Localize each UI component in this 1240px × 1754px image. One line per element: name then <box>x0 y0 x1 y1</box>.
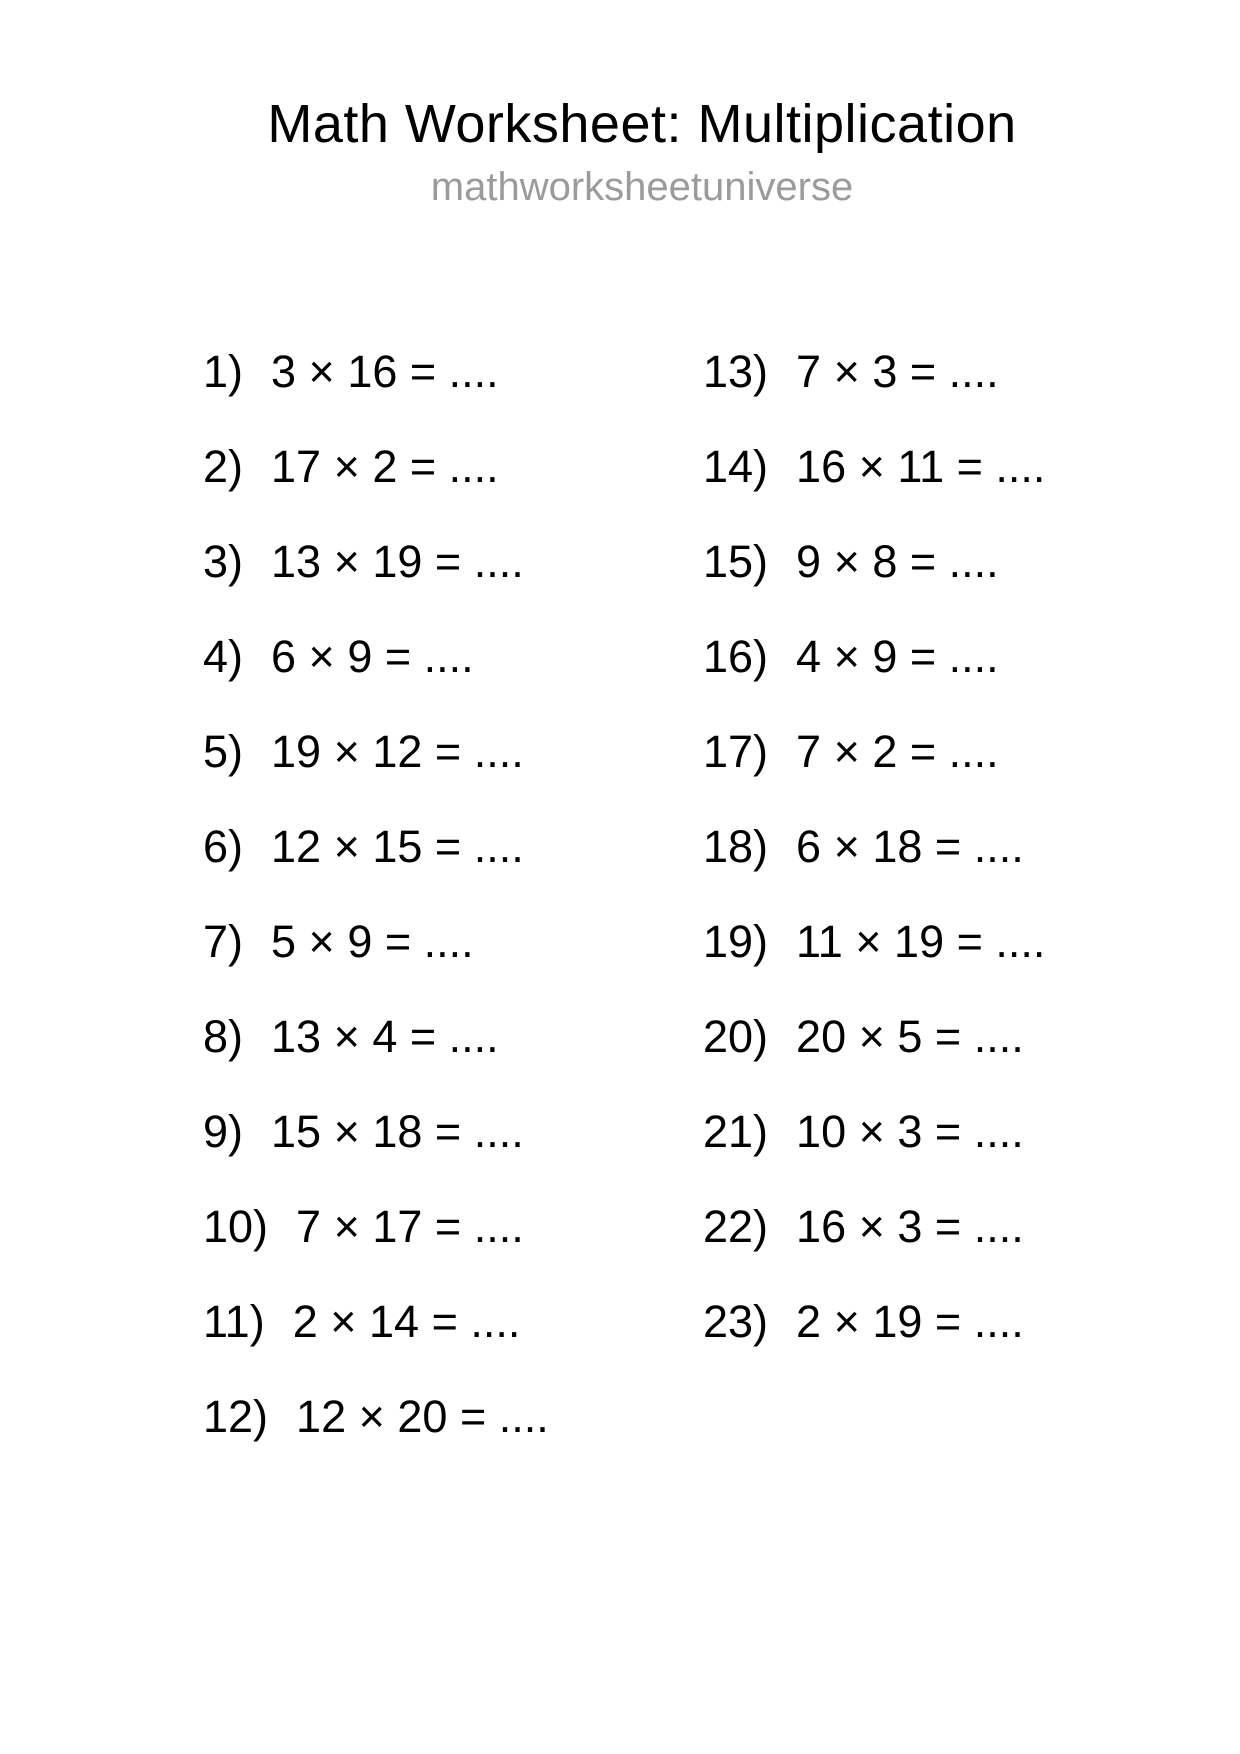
problem-number: 16) <box>703 631 769 682</box>
problem-expression: 11 × 19 = .... <box>796 916 1046 967</box>
problem-row <box>703 1011 1045 1062</box>
problem-expression: 12 × 20 = .... <box>296 1391 549 1442</box>
problem-expression: 17 × 2 = .... <box>271 441 499 492</box>
problem-row <box>703 536 1045 587</box>
problem-number: 19) <box>703 916 769 967</box>
problem-number: 21) <box>703 1106 769 1157</box>
problem-number: 20) <box>703 1011 769 1062</box>
problem-expression: 16 × 3 = .... <box>796 1201 1024 1252</box>
problem-number: 14) <box>703 441 769 492</box>
problem-expression: 15 × 18 = .... <box>271 1106 524 1157</box>
problem-number: 10) <box>203 1201 269 1252</box>
problem-number: 18) <box>703 821 769 872</box>
problem-expression: 2 × 19 = .... <box>796 1296 1024 1347</box>
problem-expression: 6 × 9 = .... <box>271 631 474 682</box>
problem-expression: 12 × 15 = .... <box>271 821 524 872</box>
problem-number: 5) <box>203 726 244 777</box>
problems-column-right <box>703 346 1046 1347</box>
problem-row <box>203 916 549 967</box>
problem-expression: 16 × 11 = .... <box>796 441 1046 492</box>
problem-expression: 4 × 9 = .... <box>796 631 999 682</box>
problem-expression: 13 × 19 = .... <box>271 536 524 587</box>
problem-number: 12) <box>203 1391 269 1442</box>
problem-row <box>703 1296 1045 1347</box>
problem-number: 9) <box>203 1106 244 1157</box>
problem-expression: 7 × 2 = .... <box>796 726 999 777</box>
problem-row <box>203 726 549 777</box>
problem-number: 7) <box>203 916 244 967</box>
problem-row <box>203 1011 549 1062</box>
problem-row <box>203 821 549 872</box>
problem-row <box>703 631 1045 682</box>
problem-row <box>203 536 549 587</box>
problem-number: 13) <box>703 346 769 397</box>
problem-number: 6) <box>203 821 244 872</box>
problem-number: 1) <box>203 346 244 397</box>
page-subtitle: mathworksheetuniverse <box>430 164 854 209</box>
problem-expression: 3 × 16 = .... <box>271 346 499 397</box>
problem-number: 23) <box>703 1296 769 1347</box>
problem-row <box>703 1106 1045 1157</box>
problem-number: 3) <box>203 536 244 587</box>
problem-number: 22) <box>703 1201 769 1252</box>
problem-expression: 9 × 8 = .... <box>796 536 999 587</box>
problem-expression: 7 × 17 = .... <box>296 1201 524 1252</box>
problem-row <box>703 1201 1045 1252</box>
page-title: Math Worksheet: Multiplication <box>267 94 1017 154</box>
problem-number: 17) <box>703 726 769 777</box>
problem-row <box>203 1296 549 1347</box>
problems-column-left <box>203 346 549 1442</box>
problem-expression: 2 × 14 = .... <box>292 1296 521 1347</box>
problem-row <box>703 346 1045 397</box>
problem-expression: 5 × 9 = .... <box>271 916 474 967</box>
problem-number: 8) <box>203 1011 244 1062</box>
problem-row <box>203 1106 549 1157</box>
problem-number: 4) <box>203 631 244 682</box>
problem-row <box>703 916 1046 967</box>
problem-row <box>203 441 549 492</box>
problem-expression: 20 × 5 = .... <box>796 1011 1024 1062</box>
problem-expression: 19 × 12 = .... <box>271 726 524 777</box>
problem-row <box>203 1391 549 1442</box>
problem-row <box>703 726 1045 777</box>
problem-expression: 6 × 18 = .... <box>796 821 1024 872</box>
problem-row <box>203 346 549 397</box>
problem-number: 15) <box>703 536 769 587</box>
problem-number: 11) <box>203 1296 265 1347</box>
problem-expression: 7 × 3 = .... <box>796 346 999 397</box>
worksheet-header <box>22 92 1240 211</box>
problem-expression: 10 × 3 = .... <box>796 1106 1024 1157</box>
problem-row <box>203 631 549 682</box>
problem-expression: 13 × 4 = .... <box>271 1011 499 1062</box>
problem-row <box>703 821 1045 872</box>
problem-row <box>703 441 1046 492</box>
problem-number: 2) <box>203 441 244 492</box>
problem-row <box>203 1201 549 1252</box>
